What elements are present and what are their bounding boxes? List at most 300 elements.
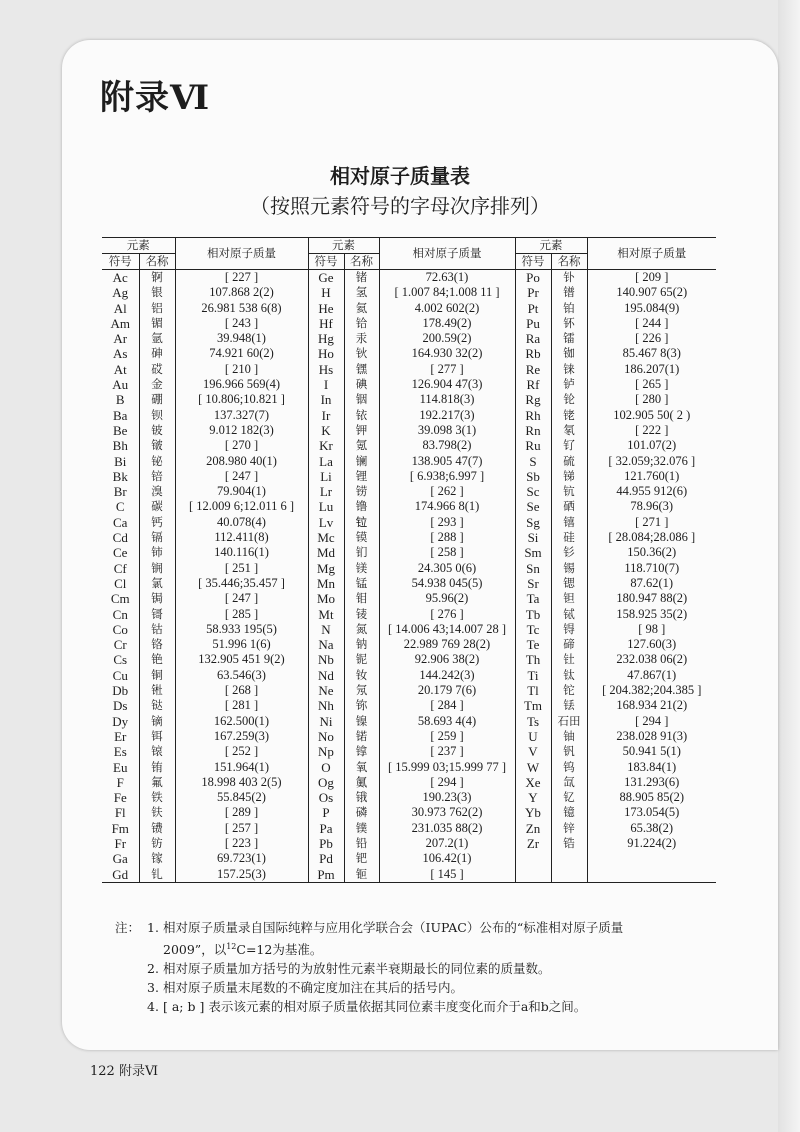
atomic-mass: 47.867(1): [587, 668, 716, 683]
atomic-mass: 173.054(5): [587, 805, 716, 820]
element-name: 钯: [344, 851, 379, 866]
table-row: [102, 484, 716, 499]
element-symbol: Hg: [308, 331, 344, 346]
note-2: [115, 959, 735, 978]
atomic-mass: [ 265 ]: [587, 377, 716, 392]
atomic-mass: [ 32.059;32.076 ]: [587, 454, 716, 469]
atomic-mass: 114.818(3): [379, 392, 515, 407]
element-symbol: Y: [515, 790, 551, 805]
atomic-mass: 91.224(2): [587, 836, 716, 851]
element-symbol: Mg: [308, 561, 344, 576]
element-symbol: Ge: [308, 270, 344, 286]
atomic-mass: 4.002 602(2): [379, 301, 515, 316]
element-name: 铀: [551, 729, 587, 744]
element-symbol: [515, 851, 551, 866]
element-symbol: Dy: [112, 713, 129, 729]
atomic-mass: 72.63(1): [379, 270, 515, 286]
element-name: 𬭶: [344, 362, 379, 377]
element-symbol: W: [515, 760, 551, 775]
table-row: [102, 836, 716, 851]
element-symbol: Co: [112, 621, 128, 637]
atomic-mass: 112.411(8): [175, 530, 308, 545]
element-name: 镎: [344, 744, 379, 759]
table-row: [102, 545, 716, 560]
atomic-mass: 107.868 2(2): [175, 285, 308, 300]
atomic-mass: [ 257 ]: [175, 821, 308, 836]
atomic-mass: 137.327(7): [175, 408, 308, 423]
atomic-mass: 26.981 538 6(8): [175, 301, 308, 316]
atomic-mass: 63.546(3): [175, 668, 308, 683]
atomic-mass: [ 12.009 6;12.011 6 ]: [175, 499, 308, 514]
element-symbol: Na: [308, 637, 344, 652]
note-text: 2009”，以: [163, 942, 227, 958]
element-symbol: Pu: [515, 316, 551, 331]
element-name: 镁: [344, 561, 379, 576]
element-symbol: B: [115, 392, 125, 408]
table-row: [102, 377, 716, 392]
element-symbol: Db: [112, 683, 129, 699]
element-name: 铁: [139, 790, 175, 805]
atomic-mass: [ 15.999 03;15.999 77 ]: [379, 760, 515, 775]
element-name: [551, 867, 587, 883]
atomic-mass: [ 252 ]: [175, 744, 308, 759]
element-name: 𬬭: [551, 392, 587, 407]
atomic-mass: 79.904(1): [175, 484, 308, 499]
table-row: [102, 668, 716, 683]
header-mass-3: 相对原子质量: [587, 238, 716, 270]
note-text: 相对原子质量末尾数的不确定度加注在其后的括号内。: [163, 980, 464, 996]
atomic-mass: 54.938 045(5): [379, 576, 515, 591]
atomic-mass: 92.906 38(2): [379, 652, 515, 667]
atomic-mass: 168.934 21(2): [587, 698, 716, 713]
element-symbol: Gd: [112, 866, 129, 882]
note-text: 相对原子质量加方括号的为放射性元素半衰期最长的同位素的质量数。: [163, 961, 551, 977]
element-symbol: Si: [515, 530, 551, 545]
note-text: 相对原子质量录自国际纯粹与应用化学联合会（IUPAC）公布的“标准相对原子质量: [163, 920, 624, 935]
note-3: [115, 978, 735, 997]
element-symbol: Tm: [515, 698, 551, 713]
table-row: [102, 744, 716, 759]
table-title: 相对原子质量表: [330, 164, 470, 188]
element-name: 锕: [139, 270, 175, 286]
element-symbol: At: [113, 361, 127, 377]
atomic-mass: [ 1.007 84;1.008 11 ]: [379, 285, 515, 300]
atomic-mass: [ 28.084;28.086 ]: [587, 530, 716, 545]
element-name: 铑: [551, 408, 587, 423]
element-symbol: Nh: [308, 698, 344, 713]
atomic-mass: 87.62(1): [587, 576, 716, 591]
atomic-mass: 231.035 88(2): [379, 821, 515, 836]
atomic-mass: [ 294 ]: [379, 775, 515, 790]
element-symbol: Re: [515, 362, 551, 377]
element-symbol: Ds: [113, 698, 128, 714]
atomic-mass: 186.207(1): [587, 362, 716, 377]
element-symbol: Pt: [515, 301, 551, 316]
element-name: 氢: [344, 285, 379, 300]
atomic-mass: 208.980 40(1): [175, 454, 308, 469]
element-symbol: Lu: [308, 499, 344, 514]
table-row: [102, 652, 716, 667]
header-element-3: 元素: [515, 238, 587, 254]
element-name: 锰: [344, 576, 379, 591]
note-text: [ a; b ] 表示该元素的相对原子质量依据其同位素丰度变化而介于a和b之间。: [163, 999, 587, 1015]
element-name: 钠: [344, 637, 379, 652]
element-symbol: Pm: [308, 867, 344, 883]
table-row: [102, 454, 716, 469]
element-name: 钴: [139, 622, 175, 637]
atomic-mass: 164.930 32(2): [379, 346, 515, 361]
element-name: 铥: [551, 698, 587, 713]
element-name: 鿏: [344, 607, 379, 622]
element-name: 铯: [139, 652, 175, 667]
element-name: 钫: [139, 836, 175, 851]
element-symbol: Te: [515, 637, 551, 652]
table-row: [102, 270, 716, 286]
appendix-title: 附录Ⅵ: [100, 78, 211, 118]
notes: [115, 918, 735, 1016]
element-symbol: In: [308, 392, 344, 407]
table-row: [102, 622, 716, 637]
element-name: 钌: [551, 438, 587, 453]
table-row: [102, 408, 716, 423]
atomic-mass: 138.905 47(7): [379, 454, 515, 469]
footer-section: 附录Ⅵ: [118, 1064, 159, 1079]
table-row: [102, 821, 716, 836]
atomic-mass: 150.36(2): [587, 545, 716, 560]
element-symbol: Br: [113, 484, 127, 500]
atomic-mass: 132.905 451 9(2): [175, 652, 308, 667]
table-row: [102, 637, 716, 652]
header-name-2: 名称: [344, 254, 379, 270]
atomic-mass: [ 288 ]: [379, 530, 515, 545]
atomic-mass: [ 271 ]: [587, 515, 716, 530]
element-symbol: Xe: [515, 775, 551, 790]
element-name: 锆: [551, 836, 587, 851]
element-symbol: H: [308, 285, 344, 300]
element-name: 铂: [551, 301, 587, 316]
notes-lead: 注：: [115, 920, 141, 935]
header-symbol-3: 符号: [515, 254, 551, 270]
atomic-mass: [ 6.938;6.997 ]: [379, 469, 515, 484]
atomic-mass: 196.966 569(4): [175, 377, 308, 392]
element-symbol: Rb: [515, 346, 551, 361]
atomic-mass: [ 285 ]: [175, 607, 308, 622]
element-symbol: Cr: [113, 637, 127, 653]
element-name: 铈: [139, 545, 175, 560]
atomic-mass: [ 277 ]: [379, 362, 515, 377]
element-name: 镉: [139, 530, 175, 545]
element-name: 钬: [344, 346, 379, 361]
element-name: 氙: [551, 775, 587, 790]
element-name: 镍: [344, 714, 379, 729]
atomic-mass: 88.905 85(2): [587, 790, 716, 805]
element-name: 铊: [551, 683, 587, 698]
element-symbol: Mt: [308, 607, 344, 622]
element-name: 硼: [139, 392, 175, 407]
element-symbol: Sn: [515, 561, 551, 576]
table-row: [102, 285, 716, 300]
atomic-mass-table: [102, 237, 716, 883]
element-name: 钡: [139, 408, 175, 423]
atomic-mass: [ 294 ]: [587, 714, 716, 729]
table-subtitle: （按照元素符号的字母次序排列）: [250, 194, 550, 218]
element-symbol: Li: [308, 469, 344, 484]
element-symbol: K: [308, 423, 344, 438]
element-symbol: Fm: [111, 820, 129, 836]
atomic-mass: 190.23(3): [379, 790, 515, 805]
element-name: 镓: [139, 851, 175, 866]
table-body: [102, 270, 716, 883]
table-row: [102, 576, 716, 591]
element-symbol: Zr: [515, 836, 551, 851]
element-symbol: Mc: [308, 530, 344, 545]
atomic-mass: 106.42(1): [379, 851, 515, 866]
element-name: 镱: [551, 805, 587, 820]
element-symbol: La: [308, 454, 344, 469]
element-name: 钇: [551, 790, 587, 805]
element-name: 铜: [139, 668, 175, 683]
element-symbol: Ar: [113, 331, 128, 347]
element-name: 镆: [344, 530, 379, 545]
atomic-mass: 69.723(1): [175, 851, 308, 866]
element-symbol: Fl: [114, 805, 126, 821]
element-symbol: Ir: [308, 408, 344, 423]
element-name: 硅: [551, 530, 587, 545]
atomic-mass: 85.467 8(3): [587, 346, 716, 361]
element-name: 溴: [139, 484, 175, 499]
element-name: 镝: [139, 714, 175, 729]
atomic-mass: 183.84(1): [587, 760, 716, 775]
element-symbol: Sc: [515, 484, 551, 499]
element-name: 碲: [551, 637, 587, 652]
element-name: 砹: [139, 362, 175, 377]
atomic-mass: 238.028 91(3): [587, 729, 716, 744]
element-name: 镧: [344, 454, 379, 469]
element-name: 锫: [139, 469, 175, 484]
table-row: [102, 851, 716, 866]
element-name: 钛: [551, 668, 587, 683]
element-symbol: Se: [515, 499, 551, 514]
element-symbol: Sb: [515, 469, 551, 484]
element-name: 硒: [551, 499, 587, 514]
element-name: 锔: [139, 591, 175, 606]
element-symbol: Rh: [515, 408, 551, 423]
atomic-mass: 131.293(6): [587, 775, 716, 790]
element-symbol: Pb: [308, 836, 344, 851]
note-number: 2.: [147, 961, 159, 977]
atomic-mass: [ 204.382;204.385 ]: [587, 683, 716, 698]
element-name: 钕: [344, 668, 379, 683]
element-symbol: C: [115, 499, 125, 515]
element-symbol: V: [515, 744, 551, 759]
atomic-mass: 74.921 60(2): [175, 346, 308, 361]
element-name: 锗: [344, 270, 379, 286]
header-mass-1: 相对原子质量: [175, 238, 308, 270]
element-name: 钋: [551, 270, 587, 286]
element-symbol: Po: [515, 270, 551, 286]
atomic-mass: 140.116(1): [175, 545, 308, 560]
atomic-mass: [ 223 ]: [175, 836, 308, 851]
element-symbol: P: [308, 805, 344, 820]
element-name: 锑: [551, 469, 587, 484]
element-name: 铋: [139, 454, 175, 469]
element-name: 氩: [139, 331, 175, 346]
note-4: [115, 997, 735, 1016]
element-symbol: Bh: [112, 438, 128, 454]
element-symbol: Kr: [308, 438, 344, 453]
element-name: 金: [139, 377, 175, 392]
element-symbol: Ta: [515, 591, 551, 606]
atomic-mass: 24.305 0(6): [379, 561, 515, 576]
element-name: 铬: [139, 637, 175, 652]
element-symbol: Fe: [113, 790, 127, 806]
element-name: 铍: [139, 423, 175, 438]
atomic-mass: [587, 867, 716, 883]
element-name: 氟: [139, 775, 175, 790]
header-symbol-1: 符号: [102, 254, 139, 270]
element-name: 镅: [139, 316, 175, 331]
table-row: [102, 301, 716, 316]
element-symbol: Pd: [308, 851, 344, 866]
element-name: 鿔: [139, 607, 175, 622]
element-symbol: He: [308, 301, 344, 316]
atomic-mass: [ 251 ]: [175, 561, 308, 576]
atomic-mass: [ 14.006 43;14.007 28 ]: [379, 622, 515, 637]
atomic-mass: 180.947 88(2): [587, 591, 716, 606]
element-name: 铪: [344, 316, 379, 331]
element-name: 锶: [551, 576, 587, 591]
element-symbol: Cm: [110, 591, 130, 607]
atomic-mass: 158.925 35(2): [587, 607, 716, 622]
element-symbol: Og: [308, 775, 344, 790]
element-symbol: Np: [308, 744, 344, 759]
element-name: 铟: [344, 392, 379, 407]
element-name: 𬭊: [139, 683, 175, 698]
element-symbol: Cf: [113, 560, 127, 576]
note-superscript: 12: [226, 942, 237, 951]
element-symbol: Hs: [308, 362, 344, 377]
element-name: 钔: [344, 545, 379, 560]
header-element-1: 元素: [102, 238, 175, 254]
element-symbol: Ne: [308, 683, 344, 698]
atomic-mass: 39.098 3(1): [379, 423, 515, 438]
element-name: 锘: [344, 729, 379, 744]
atomic-mass: 178.49(2): [379, 316, 515, 331]
header-name-3: 名称: [551, 254, 587, 270]
element-name: 氯: [139, 576, 175, 591]
table-row: [102, 423, 716, 438]
atomic-mass: 118.710(7): [587, 561, 716, 576]
table-row: [102, 867, 716, 883]
element-name: 氮: [344, 622, 379, 637]
element-name: 铼: [551, 362, 587, 377]
atomic-mass: 192.217(3): [379, 408, 515, 423]
atomic-mass: 127.60(3): [587, 637, 716, 652]
atomic-mass: [ 35.446;35.457 ]: [175, 576, 308, 591]
atomic-mass: 22.989 769 28(2): [379, 637, 515, 652]
atomic-mass: 144.242(3): [379, 668, 515, 683]
element-symbol: Pa: [308, 821, 344, 836]
header-mass-2: 相对原子质量: [379, 238, 515, 270]
atomic-mass: [ 227 ]: [175, 270, 308, 286]
note-text: C=12为基准。: [236, 942, 323, 958]
atomic-mass: [ 281 ]: [175, 698, 308, 713]
element-name: 碳: [139, 499, 175, 514]
element-symbol: Sg: [515, 515, 551, 530]
atomic-mass: [ 268 ]: [175, 683, 308, 698]
element-name: 铅: [344, 836, 379, 851]
atomic-mass: [ 280 ]: [587, 392, 716, 407]
element-name: 铌: [344, 652, 379, 667]
element-symbol: Lr: [308, 484, 344, 499]
table-row: [102, 346, 716, 361]
element-name: 氧: [344, 760, 379, 775]
element-name: 𬬻: [551, 377, 587, 392]
atomic-mass: [ 259 ]: [379, 729, 515, 744]
table-row: [102, 530, 716, 545]
element-symbol: Mo: [308, 591, 344, 606]
atomic-mass: 126.904 47(3): [379, 377, 515, 392]
atomic-mass: 50.941 5(1): [587, 744, 716, 759]
element-symbol: Lv: [308, 515, 344, 530]
atomic-mass: 167.259(3): [175, 729, 308, 744]
header-symbol-2: 符号: [308, 254, 344, 270]
element-symbol: Rf: [515, 377, 551, 392]
table-row: [102, 438, 716, 453]
header-name-1: 名称: [139, 254, 175, 270]
element-name: 铒: [139, 729, 175, 744]
element-symbol: Cu: [112, 667, 128, 683]
atomic-mass: [ 258 ]: [379, 545, 515, 560]
element-name: 鿭: [344, 698, 379, 713]
element-symbol: Os: [308, 790, 344, 805]
table-row: [102, 790, 716, 805]
element-name: 锌: [551, 821, 587, 836]
atomic-mass: 18.998 403 2(5): [175, 775, 308, 790]
atomic-mass: [ 237 ]: [379, 744, 515, 759]
element-symbol: Zn: [515, 821, 551, 836]
element-symbol: Ac: [112, 270, 128, 285]
element-symbol: Cn: [112, 606, 128, 622]
note-number: 3.: [147, 980, 159, 996]
atomic-mass: [ 222 ]: [587, 423, 716, 438]
atomic-mass: 55.845(2): [175, 790, 308, 805]
table-row: [102, 591, 716, 606]
element-name: 𬭳: [551, 515, 587, 530]
atomic-mass: [ 289 ]: [175, 805, 308, 820]
table-row: [102, 499, 716, 514]
table-row: [102, 729, 716, 744]
element-name: 钷: [344, 867, 379, 883]
atomic-mass: 40.078(4): [175, 515, 308, 530]
element-name: 锿: [139, 744, 175, 759]
atomic-mass: [ 10.806;10.821 ]: [175, 392, 308, 407]
element-name: 锡: [551, 561, 587, 576]
atomic-mass: 157.25(3): [175, 867, 308, 883]
element-symbol: Rg: [515, 392, 551, 407]
atomic-mass: 95.96(2): [379, 591, 515, 606]
element-name: 钙: [139, 515, 175, 530]
table-row: [102, 607, 716, 622]
atomic-mass: 162.500(1): [175, 714, 308, 729]
atomic-mass: [ 210 ]: [175, 362, 308, 377]
element-name: 镄: [139, 821, 175, 836]
table-row: [102, 469, 716, 484]
atomic-mass: 39.948(1): [175, 331, 308, 346]
element-symbol: Sm: [515, 545, 551, 560]
atomic-mass: 58.693 4(4): [379, 714, 515, 729]
element-name: 镤: [344, 821, 379, 836]
